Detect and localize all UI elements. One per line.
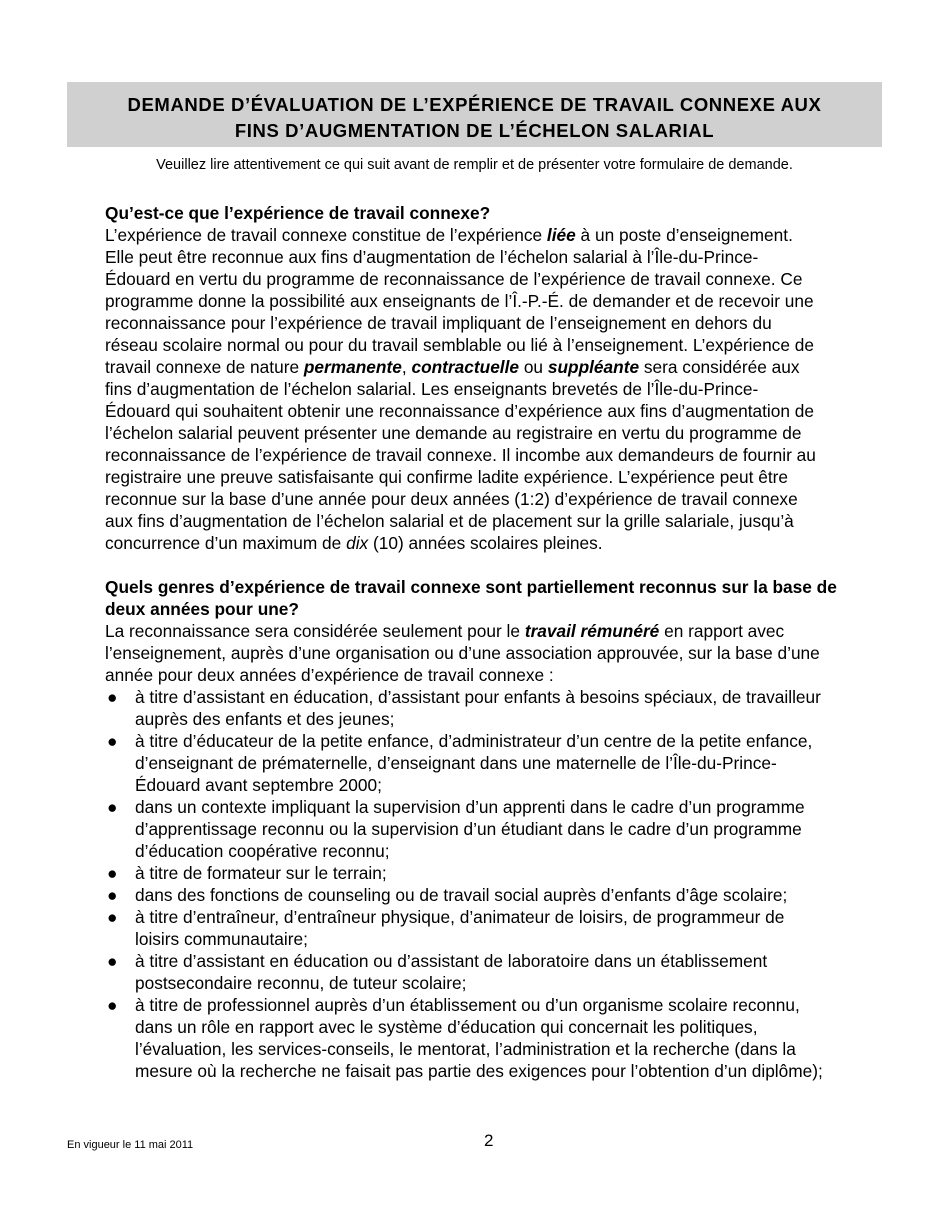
experience-list xyxy=(105,686,895,1082)
title-banner xyxy=(67,82,882,147)
paragraph-line: l’enseignement, auprès d’une organisation ou d’une association approuvée, sur la base d’une xyxy=(105,643,820,663)
paragraph-line: L’expérience de travail connexe constitue de l’expérience liée à un poste d’enseignement. xyxy=(105,225,793,245)
section2-heading: Quels genres d’expérience de travail connexe sont partiellement reconnus sur la base de deux années pour une? xyxy=(105,577,837,619)
paragraph-line: année pour deux années d’expérience de travail connexe : xyxy=(105,665,554,685)
emphasis-travail-remunere: travail rémunéré xyxy=(524,621,660,641)
paragraph-line: La reconnaissance sera considérée seulement pour le travail rémunéré en rapport avec xyxy=(105,621,785,641)
list-item: ● à titre de professionnel auprès d’un établissement ou d’un organisme scolaire reconnu, dans un rôle en rapport avec le système d’éducation qui concernait les politiques, l’évaluation, les services-conseils, le mentorat, l’administration et la recherche (dans la mesure où la recherche ne faisait pas partie des exigences pour l’obtention d’un diplôme); xyxy=(107,995,823,1081)
section2-paragraph xyxy=(105,620,895,686)
paragraph-line: fins d’augmentation de l’échelon salarial. Les enseignants brevetés de l’Île-du-Prince- xyxy=(105,379,759,399)
title-line-2: FINS D’AUGMENTATION DE L’ÉCHELON SALARIAL xyxy=(234,120,715,141)
paragraph-line: l’échelon salarial peuvent présenter une demande au registraire en vertu du programme de xyxy=(105,423,802,443)
list-item: ● à titre d’assistant en éducation ou d’assistant de laboratoire dans un établissement postsecondaire reconnu, de tuteur scolaire; xyxy=(107,951,768,993)
paragraph-line: Édouard en vertu du programme de reconnaissance de l’expérience de travail connexe. Ce xyxy=(105,269,803,289)
list-item: ● dans un contexte impliquant la supervision d’un apprenti dans le cadre d’un programme d’apprentissage reconnu ou la supervision d’un étudiant dans le cadre d’un programme d’éducation coopérative reconnu; xyxy=(107,797,805,861)
paragraph-line: reconnaissance de l’expérience de travail connexe. Il incombe aux demandeurs de fournir au xyxy=(105,445,816,465)
bullet-icon: ● xyxy=(107,687,118,707)
bullet-icon: ● xyxy=(107,797,118,817)
emphasis-liee: liée xyxy=(546,225,576,245)
bullet-icon: ● xyxy=(107,863,118,883)
paragraph-line: reconnaissance pour l’expérience de travail impliquant de l’enseignement en dehors du xyxy=(105,313,772,333)
paragraph-line: travail connexe de nature permanente, contractuelle ou suppléante sera considérée aux xyxy=(105,357,800,377)
bullet-icon: ● xyxy=(107,995,118,1015)
paragraph-line: concurrence d’un maximum de dix (10) années scolaires pleines. xyxy=(105,533,603,553)
list-item: ● à titre de formateur sur le terrain; xyxy=(107,863,387,883)
section1-paragraph xyxy=(105,224,895,554)
paragraph-line: Elle peut être reconnue aux fins d’augmentation de l’échelon salarial à l’Île-du-Prince- xyxy=(105,247,759,267)
effective-date: En vigueur le 11 mai 2011 xyxy=(67,1139,194,1151)
paragraph-line: aux fins d’augmentation de l’échelon salarial et de placement sur la grille salariale, jusqu’à xyxy=(105,511,794,531)
paragraph-line: Édouard qui souhaitent obtenir une reconnaissance d’expérience aux fins d’augmentation de xyxy=(105,401,815,421)
paragraph-line: programme donne la possibilité aux enseignants de l’Î.-P.-É. de demander et de recevoir une xyxy=(105,291,814,311)
list-item: ● à titre d’assistant en éducation, d’assistant pour enfants à besoins spéciaux, de travailleur auprès des enfants et des jeunes; xyxy=(107,687,821,729)
bullet-icon: ● xyxy=(107,907,118,927)
list-item: ● à titre d’éducateur de la petite enfance, d’administrateur d’un centre de la petite enfance, d’enseignant de prématernelle, d’enseignant dans une maternelle de l’Île-du-Prince- Édouard avant septembre 2000; xyxy=(107,731,813,795)
emphasis-suppleante: suppléante xyxy=(547,357,640,377)
list-item: ● dans des fonctions de counseling ou de travail social auprès d’enfants d’âge scolaire; xyxy=(107,885,788,905)
intro-note: Veuillez lire attentivement ce qui suit avant de remplir et de présenter votre formulaire de demande. xyxy=(156,157,793,173)
paragraph-line: registraire une preuve satisfaisante qui confirme ladite expérience. L’expérience peut être xyxy=(105,467,789,487)
list-item: ● à titre d’entraîneur, d’entraîneur physique, d’animateur de loisirs, de programmeur de loisirs communautaire; xyxy=(107,907,785,949)
section1-heading: Qu’est-ce que l’expérience de travail connexe? xyxy=(105,203,491,223)
title-line-1: DEMANDE D’ÉVALUATION DE L’EXPÉRIENCE DE TRAVAIL CONNEXE AUX xyxy=(127,94,822,115)
emphasis-dix: dix xyxy=(346,533,369,553)
bullet-icon: ● xyxy=(107,885,118,905)
paragraph-line: reconnue sur la base d’une année pour deux années (1:2) d’expérience de travail connexe xyxy=(105,489,798,509)
page-number: 2 xyxy=(484,1131,494,1150)
emphasis-permanente: permanente xyxy=(303,357,402,377)
emphasis-contractuelle: contractuelle xyxy=(411,357,520,377)
document-body xyxy=(105,202,895,1082)
bullet-icon: ● xyxy=(107,731,118,751)
bullet-icon: ● xyxy=(107,951,118,971)
paragraph-line: réseau scolaire normal ou pour du travail semblable ou lié à l’enseignement. L’expérience de xyxy=(105,335,814,355)
